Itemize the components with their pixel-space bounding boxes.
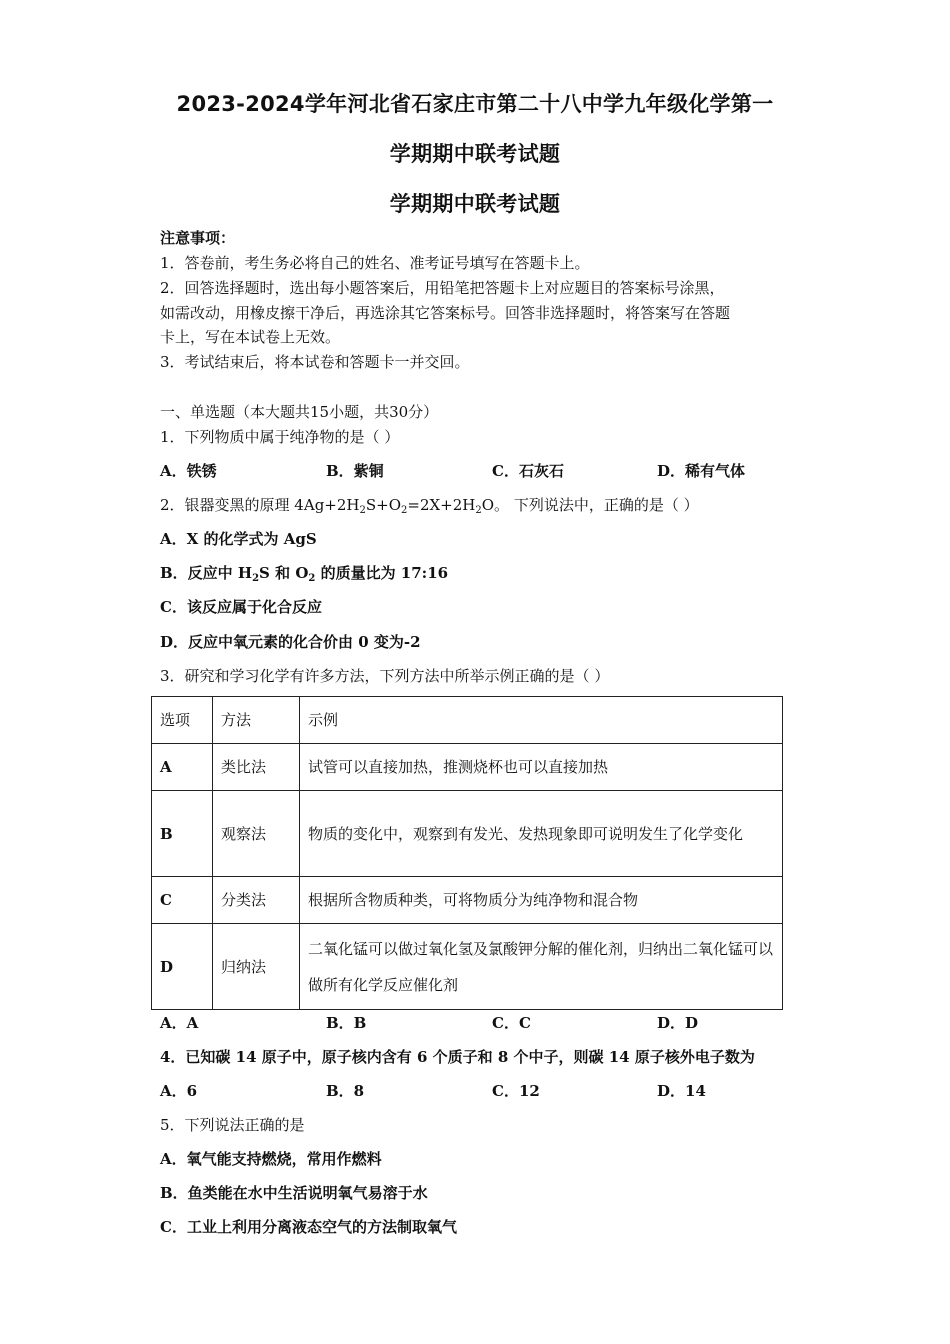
question-3-option-c: C．C xyxy=(492,1014,531,1032)
notice-item-2c: 卡上，写在本试卷上无效。 xyxy=(160,328,341,346)
table-cell-example: 根据所含物质种类，可将物质分为纯净物和混合物 xyxy=(300,877,783,924)
question-1-option-c: C．石灰石 xyxy=(492,462,564,480)
question-1-option-b: B．紫铜 xyxy=(326,462,384,480)
question-3-option-a: A．A xyxy=(160,1014,199,1032)
table-cell-method: 分类法 xyxy=(213,877,300,924)
question-3-stem: 3．研究和学习化学有许多方法，下列方法中所举示例正确的是（ ） xyxy=(160,667,610,685)
table-header-cell: 方法 xyxy=(213,697,300,744)
question-1-option-a: A．铁锈 xyxy=(160,462,217,480)
table-header-row xyxy=(152,697,783,744)
page-subtitle: 学期期中联考试题 xyxy=(389,192,561,216)
question-5-option-a: A．氧气能支持燃烧，常用作燃料 xyxy=(160,1150,382,1168)
table-cell-example: 物质的变化中，观察到有发光、发热现象即可说明发生了化学变化 xyxy=(300,791,783,877)
table-cell-method: 观察法 xyxy=(213,791,300,877)
question-2-option-c: C．该反应属于化合反应 xyxy=(160,598,322,616)
question-3-option-d: D．D xyxy=(657,1014,699,1032)
notice-item-2b: 如需改动，用橡皮擦干净后，再选涂其它答案标号。回答非选择题时，将答案写在答题 xyxy=(160,304,731,322)
table-row xyxy=(152,924,783,1010)
table-cell-method: 归纳法 xyxy=(213,924,300,1010)
notice-heading: 注意事项： xyxy=(160,229,236,247)
question-5-option-c: C．工业上利用分离液态空气的方法制取氧气 xyxy=(160,1218,457,1236)
table-header-cell: 示例 xyxy=(300,697,783,744)
table-cell-method: 类比法 xyxy=(213,744,300,791)
methods-table xyxy=(151,696,783,1010)
notice-item-3: 3．考试结束后，将本试卷和答题卡一并交回。 xyxy=(160,353,470,371)
table-cell-option: A xyxy=(152,744,213,791)
table-cell-example: 试管可以直接加热，推测烧杯也可以直接加热 xyxy=(300,744,783,791)
question-1-option-d: D．稀有气体 xyxy=(657,462,746,480)
section-heading: 一、单选题（本大题共15小题，共30分） xyxy=(160,403,439,421)
table-cell-option: C xyxy=(152,877,213,924)
question-2-option-d: D．反应中氧元素的化合价由 0 变为-2 xyxy=(160,633,421,651)
table-cell-option: D xyxy=(152,924,213,1010)
question-4-option-b: B．8 xyxy=(326,1082,365,1100)
question-4-option-c: C．12 xyxy=(492,1082,540,1100)
question-4-stem: 4．已知碳 14 原子中，原子核内含有 6 个质子和 8 个中子，则碳 14 原子核外电子数为 xyxy=(160,1048,755,1066)
notice-item-1: 1．答卷前，考生务必将自己的姓名、准考证号填写在答题卡上。 xyxy=(160,254,590,272)
table-row xyxy=(152,791,783,877)
table-row xyxy=(152,877,783,924)
table-row xyxy=(152,744,783,791)
page-title: 2023-2024学年河北省石家庄市第二十八中学九年级化学第一 xyxy=(176,92,774,116)
table-cell-option: B xyxy=(152,791,213,877)
table-cell-example: 二氧化锰可以做过氧化氢及氯酸钾分解的催化剂，归纳出二氧化锰可以做所有化学反应催化剂 xyxy=(300,924,783,1010)
question-3-option-b: B．B xyxy=(326,1014,367,1032)
question-2-stem: 2．银器变黑的原理 $4Ag+2H_2S+O_2=2X+2H_2O$。 下列说法中，正确的是（ ） xyxy=(160,496,699,516)
page-title-line2: 学期期中联考试题 xyxy=(389,142,561,166)
question-4-option-d: D．14 xyxy=(657,1082,706,1100)
table-header-cell: 选项 xyxy=(152,697,213,744)
notice-item-2a: 2．回答选择题时，选出每小题答案后，用铅笔把答题卡上对应题目的答案标号涂黑， xyxy=(160,279,725,297)
question-2-option-b: B．反应中 $H_2S$ 和 $O_2$ 的质量比为 17:16 xyxy=(160,564,449,584)
question-1-stem: 1．下列物质中属于纯净物的是（ ） xyxy=(160,428,400,446)
question-4-option-a: A．6 xyxy=(160,1082,198,1100)
question-5-option-b: B．鱼类能在水中生活说明氧气易溶于水 xyxy=(160,1184,428,1202)
question-5-stem: 5．下列说法正确的是 xyxy=(160,1116,305,1134)
question-2-option-a: A．X 的化学式为 AgS xyxy=(160,530,317,548)
